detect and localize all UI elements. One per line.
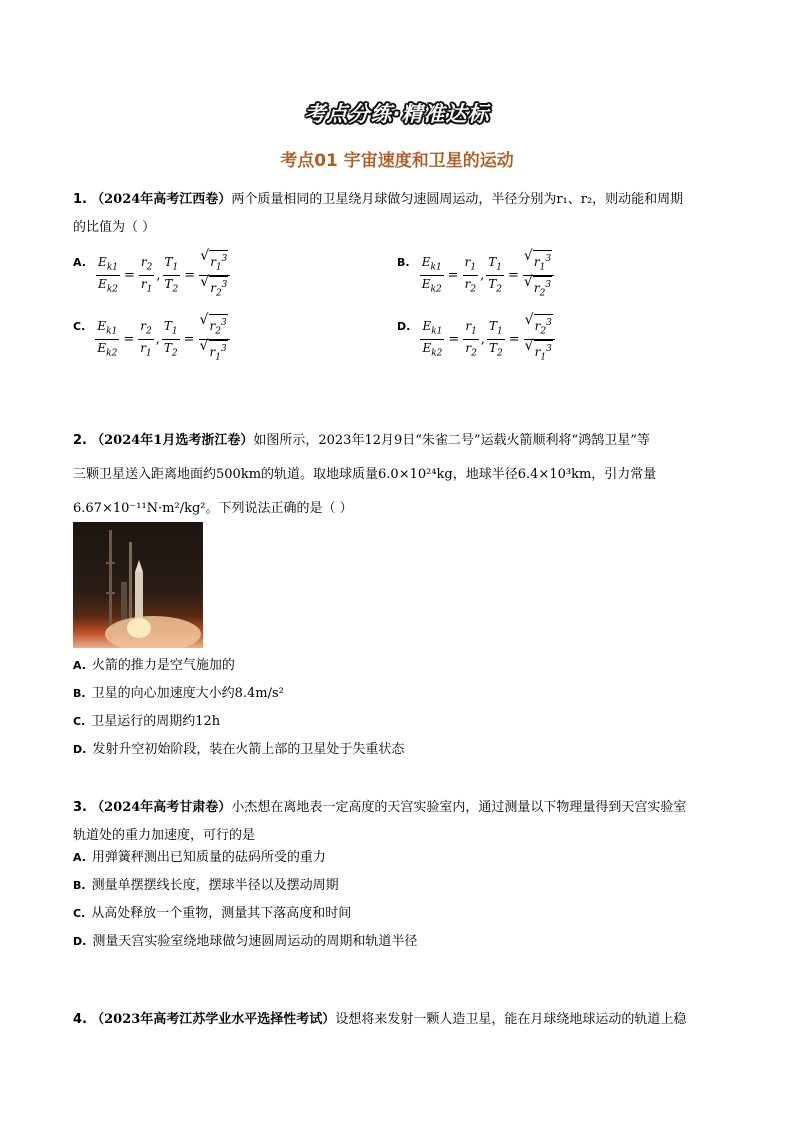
question-text: 两个质量相同的卫星绕月球做匀速圆周运动，半径分别为r₁、r₂，则动能和周期: [231, 192, 684, 207]
question-3: [73, 794, 725, 850]
question-number: 4.: [73, 1012, 87, 1027]
q3-option-d: [73, 932, 417, 952]
q2-option-a: [73, 656, 235, 676]
question-source: （2024年高考江西卷）: [91, 192, 232, 207]
q3-option-b: [73, 876, 339, 896]
question-number: 1.: [73, 192, 87, 207]
option-label: B.: [73, 879, 86, 892]
option-label: C.: [73, 715, 86, 728]
q2-option-c: [73, 712, 220, 732]
question-source: （2024年高考甘肃卷）: [91, 800, 232, 815]
question-text-line2: 轨道处的重力加速度，可行的是: [73, 828, 256, 843]
option-label: D.: [73, 743, 87, 756]
option-c: [73, 314, 230, 366]
q3-option-a: [73, 848, 326, 868]
option-b: [397, 250, 554, 302]
section-banner: 考点分练·精准达标: [304, 102, 490, 126]
option-a: [73, 250, 230, 302]
q2-option-b: [73, 684, 284, 704]
option-text: 测量单摆摆线长度，摆球半径以及摆动周期: [91, 878, 339, 893]
question-text-line2: 三颗卫星送入距离地面约500km的轨道。取地球质量6.0×10²⁴kg，地球半径6.4×10³km，引力常量: [73, 467, 657, 482]
q2-option-d: [73, 740, 404, 760]
option-text: 从高处释放一个重物，测量其下落高度和时间: [91, 906, 352, 921]
option-a-formula: $\frac{E_{k1}}{E_{k2}}$ = $\frac{r_2}{r_1}$ , $\frac{T_1}{T_2}$ = √ $r_1^3$ √ $r_2^3$: [96, 250, 230, 302]
option-d-formula: $\frac{E_{k1}}{E_{k2}}$ = $\frac{r_1}{r_2}$ , $\frac{T_1}{T_2}$ = √ $r_2^3$ √ $r_1^3$: [420, 314, 554, 366]
question-number: 2.: [73, 433, 87, 448]
option-text: 测量天宫实验室绕地球做匀速圆周运动的周期和轨道半径: [92, 934, 418, 949]
option-b-formula: $\frac{E_{k1}}{E_{k2}}$ = $\frac{r_1}{r_2}$ , $\frac{T_1}{T_2}$ = √ $r_1^3$ √ $r_2^3$: [420, 250, 554, 302]
option-label: A.: [73, 851, 86, 864]
question-number: 3.: [73, 800, 87, 815]
question-text-line3: 6.67×10⁻¹¹N·m²/kg²。下列说法正确的是（ ）: [73, 501, 353, 516]
option-label: B.: [397, 256, 410, 269]
option-label: D.: [397, 320, 411, 333]
option-text: 用弹簧秤测出已知质量的砝码所受的重力: [91, 850, 326, 865]
option-text: 发射升空初始阶段，装在火箭上部的卫星处于失重状态: [92, 742, 405, 757]
option-label: A.: [73, 659, 86, 672]
option-text: 卫星运行的周期约12h: [91, 714, 221, 729]
question-source: （2024年1月选考浙江卷）: [91, 433, 254, 448]
question-4: [73, 1006, 725, 1034]
option-label: A.: [73, 256, 86, 269]
question-text: 设想将来发射一颗人造卫星，能在月球绕地球运动的轨道上稳: [335, 1012, 687, 1027]
option-label: C.: [73, 907, 86, 920]
rocket-icon: [73, 522, 203, 648]
rocket-launch-photo: [73, 522, 203, 648]
question-text: 如图所示，2023年12月9日“朱雀二号”运载火箭顺利将“鸿鹄卫星”等: [253, 433, 650, 448]
question-text-line2: 的比值为（ ）: [73, 220, 156, 235]
question-text: 小杰想在离地表一定高度的天宫实验室内，通过测量以下物理量得到天宫实验室: [231, 800, 687, 815]
option-text: 火箭的推力是空气施加的: [91, 658, 235, 673]
question-1: [73, 186, 725, 242]
option-text: 卫星的向心加速度大小约8.4m/s²: [91, 686, 284, 701]
question-2: [73, 424, 725, 526]
question-source: （2023年高考江苏学业水平选择性考试）: [91, 1012, 336, 1027]
q3-option-c: [73, 904, 351, 924]
option-d: [397, 314, 555, 366]
option-label: D.: [73, 935, 87, 948]
option-label: B.: [73, 687, 86, 700]
section-subtitle: 考点01 宇宙速度和卫星的运动: [280, 151, 514, 171]
option-c-formula: $\frac{E_{k1}}{E_{k2}}$ = $\frac{r_2}{r_1}$ , $\frac{T_1}{T_2}$ = √ $r_2^3$ √ $r_1^3$: [95, 314, 229, 366]
option-label: C.: [73, 320, 86, 333]
